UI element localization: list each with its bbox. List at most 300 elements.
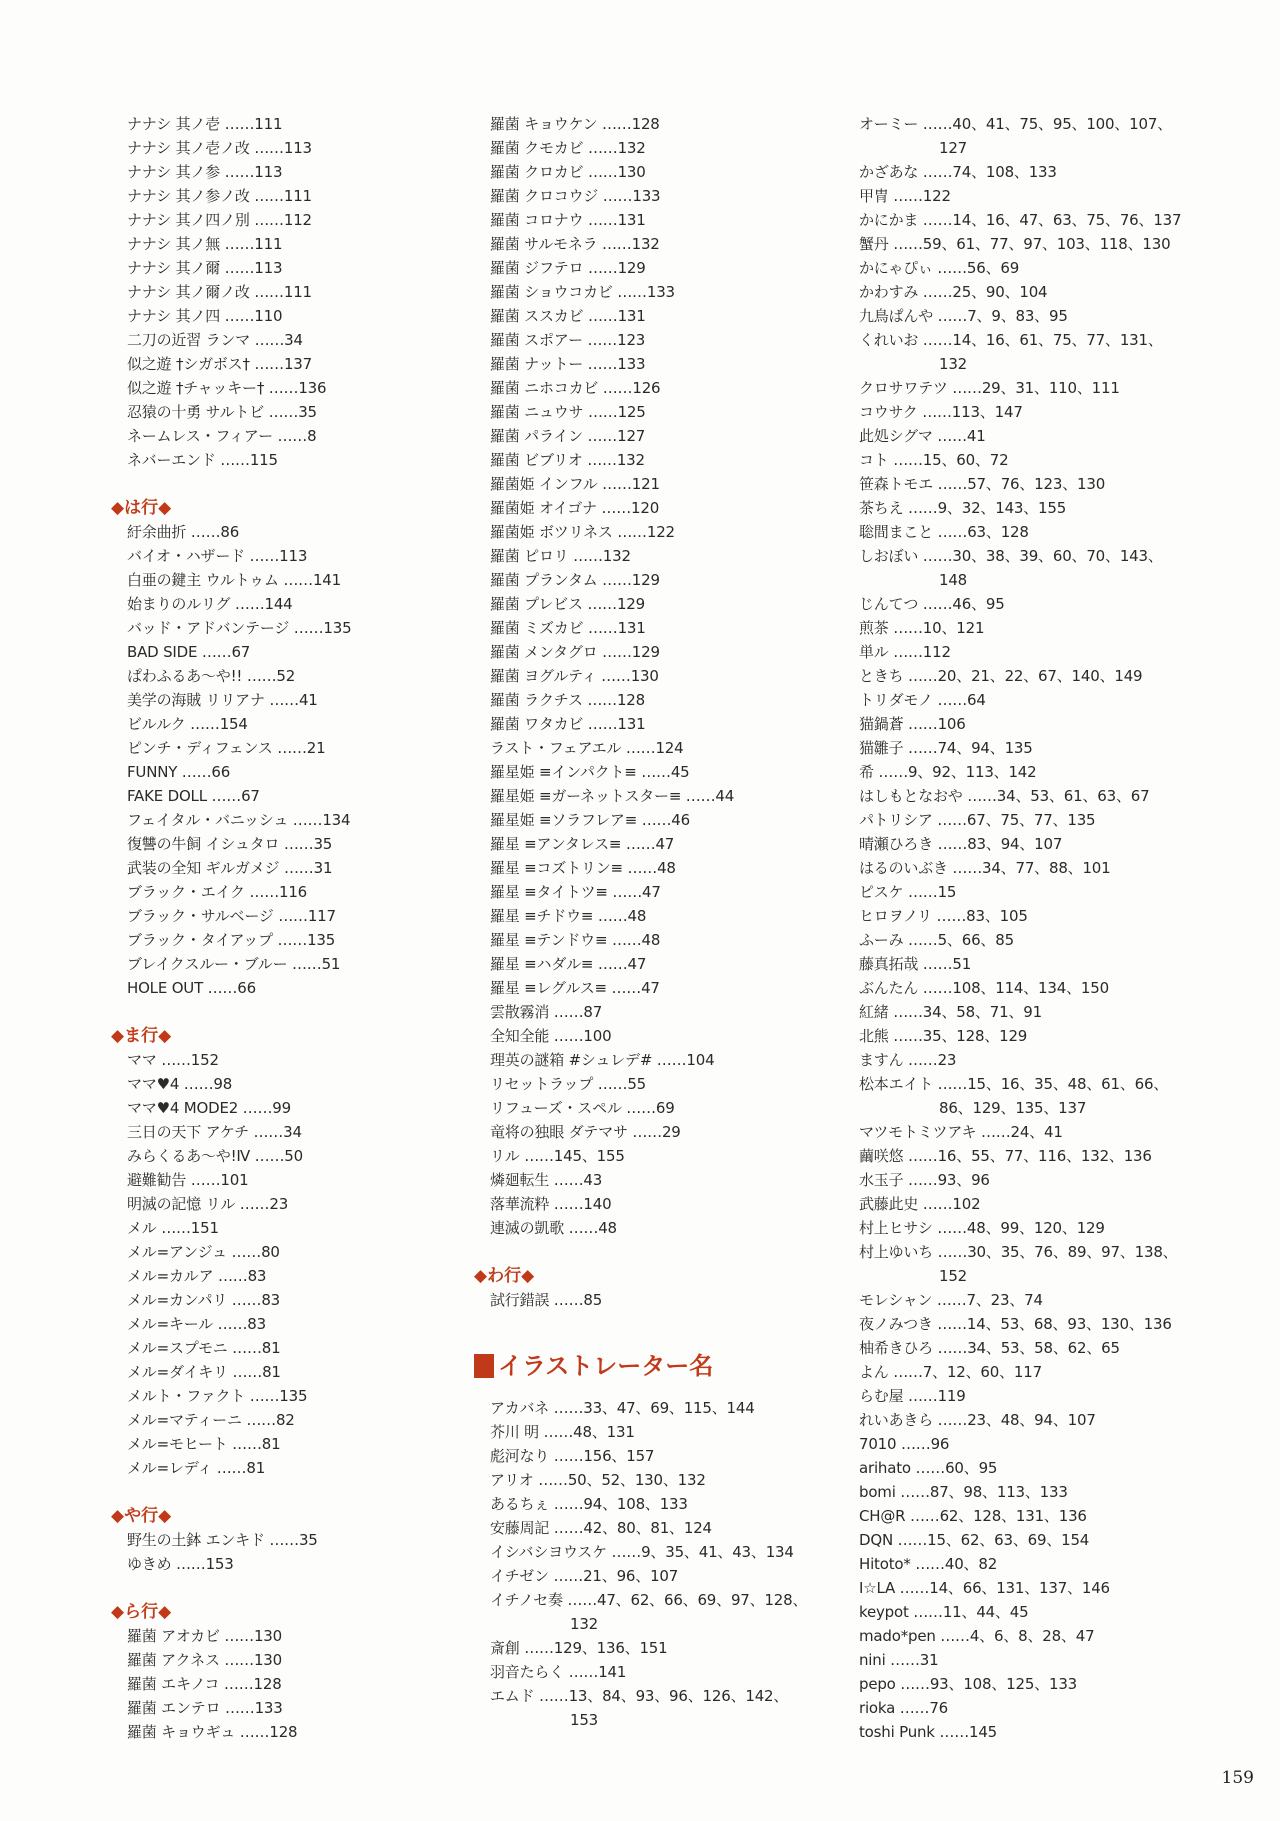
entry-pages: 34、58、71、91 — [922, 1003, 1042, 1021]
entry-leader: …… — [246, 667, 277, 685]
entry-name: 晴瀬ひろき — [859, 835, 934, 853]
index-entry — [474, 1396, 834, 1420]
index-entry — [843, 256, 1263, 280]
entry-leader: …… — [937, 1075, 968, 1093]
entry-pages: 63、128 — [967, 523, 1029, 541]
entry-leader: …… — [553, 1567, 584, 1585]
entry-leader: …… — [231, 1291, 262, 1309]
entry-leader: …… — [922, 547, 953, 565]
index-entry — [843, 712, 1263, 736]
entry-leader: …… — [641, 811, 672, 829]
entry-leader: …… — [217, 1267, 248, 1285]
index-entry — [474, 568, 834, 592]
entry-leader: …… — [216, 1459, 247, 1477]
entry-leader: …… — [183, 1075, 214, 1093]
entry-pages: 81 — [246, 1459, 266, 1477]
entry-name: ブラック・サルベージ — [127, 907, 274, 925]
index-entry — [111, 376, 461, 400]
entry-pages: 35、128、129 — [922, 1027, 1028, 1045]
index-entry — [111, 1624, 461, 1648]
entry-pages: 51 — [952, 955, 972, 973]
index-entry — [474, 304, 834, 328]
entry-pages: 87、98、113、133 — [929, 1483, 1068, 1501]
entry-pages: 46 — [671, 811, 690, 829]
entry-pages: 34 — [283, 1123, 302, 1141]
index-entry — [843, 496, 1263, 520]
entry-leader: …… — [937, 307, 968, 325]
entry-name: 羅菌 コロナウ — [490, 211, 584, 229]
entry-pages: 47 — [642, 883, 661, 901]
entry-name: 羅菌 クモカビ — [490, 139, 584, 157]
entry-leader: …… — [249, 1387, 280, 1405]
entry-pages: 83 — [247, 1315, 266, 1333]
index-entry — [474, 760, 834, 784]
entry-name: ママ♥4 MODE2 — [127, 1099, 239, 1117]
index-entry — [111, 1312, 461, 1336]
entry-leader: …… — [587, 163, 618, 181]
entry-name: I☆LA — [859, 1579, 896, 1597]
index-entry — [843, 1192, 1263, 1216]
entry-pages-continued: 132 — [570, 1615, 599, 1633]
entry-pages: 41 — [298, 691, 318, 709]
entry-list — [111, 1528, 461, 1576]
entry-leader: …… — [915, 1459, 946, 1477]
entry-leader: …… — [587, 619, 618, 637]
entry-leader: …… — [907, 715, 938, 733]
entry-pages: 23、48、94、107 — [967, 1411, 1096, 1429]
entry-leader: …… — [587, 139, 618, 157]
entry-name: あるちぇ — [490, 1495, 550, 1513]
entry-pages: 128 — [631, 115, 660, 133]
index-entry — [111, 784, 461, 808]
index-entry — [843, 184, 1263, 208]
entry-name: 羅菌 パライン — [490, 427, 583, 445]
entry-pages: 129 — [631, 643, 660, 661]
entry-pages: 82 — [275, 1411, 295, 1429]
entry-pages: 24、41 — [1010, 1123, 1063, 1141]
index-entry — [474, 1120, 834, 1144]
entry-pages: 140 — [583, 1195, 612, 1213]
entry-pages: 46、95 — [952, 595, 1005, 613]
entry-pages: 9、35、41、43、134 — [641, 1543, 794, 1561]
entry-leader: …… — [253, 1123, 284, 1141]
entry-leader: …… — [553, 1495, 584, 1513]
index-entry — [111, 280, 461, 304]
entry-pages-continued: 152 — [939, 1267, 968, 1285]
entry-name: ナナシ 其ノ無 — [127, 235, 221, 253]
entry-pages: 30、35、76、89、97、138、 — [967, 1243, 1178, 1261]
entry-pages: 56、69 — [966, 259, 1020, 277]
entry-pages: 74、94、135 — [937, 739, 1033, 757]
entry-leader: …… — [161, 1219, 191, 1237]
entry-leader: …… — [602, 235, 632, 253]
entry-name: はしもとなおや — [859, 787, 963, 805]
entry-leader: …… — [181, 763, 212, 781]
index-entry — [474, 1588, 834, 1636]
index-entry — [843, 1720, 1263, 1744]
index-entry — [843, 1432, 1263, 1456]
entry-pages: 93、108、125、133 — [929, 1675, 1078, 1693]
heading-ya-row: ◆や行◆ — [111, 1506, 172, 1526]
index-entry — [474, 1192, 834, 1216]
entry-leader: …… — [937, 427, 967, 445]
entry-pages: 100 — [583, 1027, 612, 1045]
index-entry — [474, 544, 834, 568]
index-entry — [843, 952, 1263, 976]
entry-pages: 111 — [254, 115, 283, 133]
entry-leader: …… — [224, 163, 255, 181]
entry-leader: …… — [937, 1339, 968, 1357]
entry-pages: 57、76、123、130 — [967, 475, 1106, 493]
entry-leader: …… — [232, 1435, 262, 1453]
entry-pages: 69 — [655, 1099, 675, 1117]
entry-leader: …… — [224, 235, 255, 253]
entry-leader: …… — [601, 499, 632, 517]
entry-leader: …… — [234, 595, 265, 613]
entry-pages: 20、21、22、67、140、149 — [937, 667, 1143, 685]
entry-leader: …… — [293, 619, 324, 637]
index-entry — [474, 1096, 834, 1120]
index-entry — [474, 952, 834, 976]
index-entry — [474, 592, 834, 616]
entry-leader: …… — [597, 955, 628, 973]
entry-leader: …… — [601, 667, 631, 685]
entry-leader: …… — [602, 187, 633, 205]
entry-pages: 130 — [253, 1651, 282, 1669]
entry-leader: …… — [553, 1291, 584, 1309]
entry-pages: 64 — [967, 691, 986, 709]
entry-pages: 130 — [253, 1627, 282, 1645]
entry-leader: …… — [937, 811, 967, 829]
entry-name: クロサワテツ — [859, 379, 948, 397]
entry-leader: …… — [922, 1195, 953, 1213]
index-entry — [474, 1168, 834, 1192]
entry-pages: 135 — [323, 619, 352, 637]
entry-name: リル — [490, 1147, 520, 1165]
entry-name: ふーみ — [859, 931, 904, 949]
entry-name: フェイタル・バニッシュ — [127, 811, 289, 829]
entry-name: 羽音たらく — [490, 1663, 565, 1681]
entry-pages: 81 — [262, 1363, 281, 1381]
entry-leader: …… — [937, 259, 967, 277]
entry-name: 羅菌 アクネス — [127, 1651, 220, 1669]
index-entry — [111, 568, 461, 592]
entry-name: 柚希きひろ — [859, 1339, 934, 1357]
entry-pages: 101 — [220, 1171, 249, 1189]
entry-list — [474, 1288, 834, 1312]
entry-leader: …… — [612, 883, 642, 901]
entry-pages: 34、53、58、62、65 — [967, 1339, 1120, 1357]
entry-name: 全知全能 — [490, 1027, 550, 1045]
entry-leader: …… — [254, 139, 284, 157]
entry-name: ナナシ 其ノ壱ノ改 — [127, 139, 250, 157]
entry-name: ブレイクスルー・ブルー — [127, 955, 288, 973]
index-entry — [474, 664, 834, 688]
index-entry — [111, 1144, 461, 1168]
entry-pages: 48 — [627, 907, 647, 925]
entry-pages: 156、157 — [583, 1447, 655, 1465]
entry-name: リセットラップ — [490, 1075, 594, 1093]
entry-name: くれいお — [859, 331, 919, 349]
entry-name: かにかま — [859, 211, 919, 229]
entry-name: 羅星 ≡アンタレス≡ — [490, 835, 622, 853]
entry-name: 羅菌 ニホコカビ — [490, 379, 599, 397]
entry-pages: 14、16、47、63、75、76、137 — [952, 211, 1182, 229]
entry-leader: …… — [175, 1555, 206, 1573]
entry-leader: …… — [952, 379, 982, 397]
entry-name: keypot — [859, 1603, 909, 1621]
entry-leader: …… — [283, 571, 313, 589]
entry-list — [843, 112, 1263, 1744]
index-entry — [843, 472, 1263, 496]
entry-pages: 129 — [631, 571, 660, 589]
index-entry — [111, 1168, 461, 1192]
index-entry — [474, 928, 834, 952]
entry-pages: 15 — [937, 883, 957, 901]
entry-name: 村上ゆいち — [859, 1243, 934, 1261]
index-entry — [111, 1360, 461, 1384]
entry-leader: …… — [907, 883, 938, 901]
index-entry — [111, 1288, 461, 1312]
entry-pages: 13、84、93、96、126、142、 — [568, 1687, 789, 1705]
entry-name: 北熊 — [859, 1027, 889, 1045]
index-entry — [111, 232, 461, 256]
entry-name: rioka — [859, 1699, 896, 1717]
entry-name: 紆余曲折 — [127, 523, 187, 541]
entry-leader: …… — [900, 1675, 930, 1693]
entry-pages: 129、136、151 — [553, 1639, 668, 1657]
entry-name: 水玉子 — [859, 1171, 904, 1189]
entry-pages: 15、16、35、48、61、66、 — [967, 1075, 1169, 1093]
entry-pages: 130 — [630, 667, 659, 685]
index-entry — [843, 1336, 1263, 1360]
index-entry — [843, 1024, 1263, 1048]
entry-leader: …… — [907, 667, 938, 685]
entry-leader: …… — [232, 1363, 263, 1381]
entry-name: 羅菌 ワタカビ — [490, 715, 584, 733]
entry-pages: 47 — [627, 955, 647, 973]
entry-name: メル=モヒート — [127, 1435, 228, 1453]
entry-pages: 111 — [283, 187, 312, 205]
entry-pages: 40、82 — [944, 1555, 998, 1573]
entry-pages: 113 — [283, 139, 312, 157]
entry-pages: 106 — [937, 715, 966, 733]
index-entry — [474, 280, 834, 304]
entry-leader: …… — [224, 307, 255, 325]
entry-pages: 40、41、75、95、100、107、 — [952, 115, 1172, 133]
index-entry — [474, 1072, 834, 1096]
entry-name: 羅星姫 ≡ガーネットスター≡ — [490, 787, 682, 805]
index-entry — [843, 1648, 1263, 1672]
entry-leader: …… — [524, 1639, 554, 1657]
entry-name: ますん — [859, 1051, 904, 1069]
entry-pages: 4、6、8、28、47 — [969, 1627, 1095, 1645]
entry-name: ナナシ 其ノ爾ノ改 — [127, 283, 250, 301]
index-entry — [843, 640, 1263, 664]
entry-pages: 83 — [261, 1291, 280, 1309]
entry-leader: …… — [907, 931, 938, 949]
entry-pages: 35 — [298, 1531, 318, 1549]
entry-pages: 129 — [616, 595, 645, 613]
entry-leader: …… — [278, 907, 308, 925]
entry-name: アカバネ — [490, 1399, 550, 1417]
index-entry — [111, 544, 461, 568]
entry-pages: 31 — [313, 859, 333, 877]
entry-leader: …… — [211, 787, 242, 805]
index-entry — [843, 1240, 1263, 1288]
entry-leader: …… — [553, 1027, 584, 1045]
index-entry — [111, 352, 461, 376]
entry-pages-continued: 153 — [570, 1711, 599, 1729]
entry-name: 羅菌 ラクチス — [490, 691, 583, 709]
index-entry — [843, 232, 1263, 256]
index-entry — [843, 208, 1263, 232]
entry-name: 羅菌 ショウコカビ — [490, 283, 613, 301]
entry-leader: …… — [940, 1627, 970, 1645]
entry-pages: 44 — [715, 787, 735, 805]
entry-leader: …… — [626, 1099, 656, 1117]
entry-leader: …… — [190, 523, 221, 541]
entry-pages-continued: 132 — [939, 355, 968, 373]
entry-leader: …… — [915, 1555, 945, 1573]
entry-leader: …… — [568, 1663, 599, 1681]
entry-name: ラスト・フェアエル — [490, 739, 622, 757]
entry-name: 復讐の牛飼 イシュタロ — [127, 835, 280, 853]
entry-pages: 31 — [919, 1651, 939, 1669]
entry-leader: …… — [900, 1483, 930, 1501]
index-entry — [843, 1504, 1263, 1528]
entry-name: エムド — [490, 1687, 535, 1705]
index-entry — [474, 1468, 834, 1492]
entry-leader: …… — [224, 1699, 255, 1717]
index-entry — [843, 520, 1263, 544]
entry-leader: …… — [937, 1315, 967, 1333]
entry-pages: 133 — [617, 355, 646, 373]
entry-name: 煎茶 — [859, 619, 889, 637]
entry-name: メル=カルア — [127, 1267, 214, 1285]
index-entry — [474, 688, 834, 712]
entry-list — [474, 1396, 834, 1732]
heading-wa-row: ◆わ行◆ — [474, 1266, 535, 1286]
index-entry — [474, 1444, 834, 1468]
entry-leader: …… — [567, 1591, 597, 1609]
entry-name: メル=カンパリ — [127, 1291, 228, 1309]
index-entry — [474, 712, 834, 736]
entry-name: 羅菌姫 オイゴナ — [490, 499, 597, 517]
entry-leader: …… — [922, 955, 953, 973]
entry-name: 羅菌 ヨグルティ — [490, 667, 597, 685]
entry-name: かわすみ — [859, 283, 919, 301]
entry-pages: 83、94、107 — [967, 835, 1063, 853]
index-entry — [111, 760, 461, 784]
entry-leader: …… — [587, 355, 618, 373]
index-entry — [843, 1624, 1263, 1648]
entry-leader: …… — [602, 115, 632, 133]
entry-leader: …… — [893, 619, 923, 637]
entry-pages: 35 — [298, 403, 317, 421]
entry-name: ブラック・エイク — [127, 883, 245, 901]
entry-pages: 151 — [190, 1219, 219, 1237]
entry-leader: …… — [937, 1243, 968, 1261]
index-entry — [111, 616, 461, 640]
entry-name: メル=レディ — [127, 1459, 213, 1477]
entry-name: ママ♥4 — [127, 1075, 180, 1093]
index-entry — [474, 232, 834, 256]
entry-leader: …… — [913, 1603, 943, 1621]
entry-pages: 66 — [237, 979, 256, 997]
entry-pages: 132 — [616, 451, 645, 469]
entry-pages: 67、75、77、135 — [966, 811, 1096, 829]
index-entry — [111, 808, 461, 832]
entry-leader: …… — [922, 211, 953, 229]
entry-name: 羅菌 クロカビ — [490, 163, 584, 181]
entry-name: 羅菌 プレビス — [490, 595, 583, 613]
entry-leader: …… — [909, 1507, 940, 1525]
entry-name: かにゃぴぃ — [859, 259, 933, 277]
entry-leader: …… — [524, 1147, 554, 1165]
entry-pages: 23 — [269, 1195, 289, 1213]
entry-leader: …… — [893, 643, 923, 661]
index-entry — [474, 1024, 834, 1048]
index-entry — [111, 1072, 461, 1096]
entry-leader: …… — [587, 691, 617, 709]
entry-leader: …… — [611, 931, 642, 949]
entry-name: トリダモノ — [859, 691, 933, 709]
entry-leader: …… — [907, 499, 938, 517]
entry-name: DQN — [859, 1531, 893, 1549]
index-entry — [474, 1636, 834, 1660]
entry-name: ネバーエンド — [127, 451, 216, 469]
entry-pages: 47 — [641, 979, 660, 997]
index-entry — [843, 760, 1263, 784]
entry-leader: …… — [254, 331, 285, 349]
entry-name: 羅菌 アオカビ — [127, 1627, 220, 1645]
index-entry — [111, 736, 461, 760]
entry-pages: 15、62、63、69、154 — [927, 1531, 1090, 1549]
entry-name: メル — [127, 1219, 157, 1237]
entry-pages: 127 — [617, 427, 646, 445]
entry-leader: …… — [224, 259, 255, 277]
index-entry — [843, 1048, 1263, 1072]
entry-name: 斎創 — [490, 1639, 520, 1657]
entry-name: ブラック・タイアップ — [127, 931, 273, 949]
entry-pages: 11、44、45 — [942, 1603, 1029, 1621]
entry-pages: 14、66、131、137、146 — [929, 1579, 1110, 1597]
entry-name: ピンチ・ディフェンス — [127, 739, 273, 757]
entry-name: 猫雛子 — [859, 739, 904, 757]
entry-leader: …… — [224, 1651, 254, 1669]
entry-name: 羅菌 キョウギュ — [127, 1723, 236, 1741]
entry-pages: 132 — [617, 139, 646, 157]
entry-pages: 96 — [930, 1435, 950, 1453]
entry-name: 羅星 ≡コズトリン≡ — [490, 859, 623, 877]
entry-leader: …… — [587, 331, 618, 349]
entry-pages: 93、96 — [937, 1171, 990, 1189]
entry-leader: …… — [573, 547, 603, 565]
entry-name: 羅菌姫 ボツリネス — [490, 523, 613, 541]
index-entry — [474, 1288, 834, 1312]
entry-pages: 7、23、74 — [966, 1291, 1043, 1309]
entry-pages: 47、62、66、69、97、128、 — [597, 1591, 808, 1609]
entry-leader: …… — [246, 1411, 276, 1429]
entry-name: HOLE OUT — [127, 979, 204, 997]
index-entry — [111, 424, 461, 448]
index-entry — [474, 640, 834, 664]
square-icon — [474, 1354, 494, 1378]
entry-leader: …… — [587, 715, 618, 733]
index-entry — [843, 544, 1263, 592]
index-entry — [474, 448, 834, 472]
